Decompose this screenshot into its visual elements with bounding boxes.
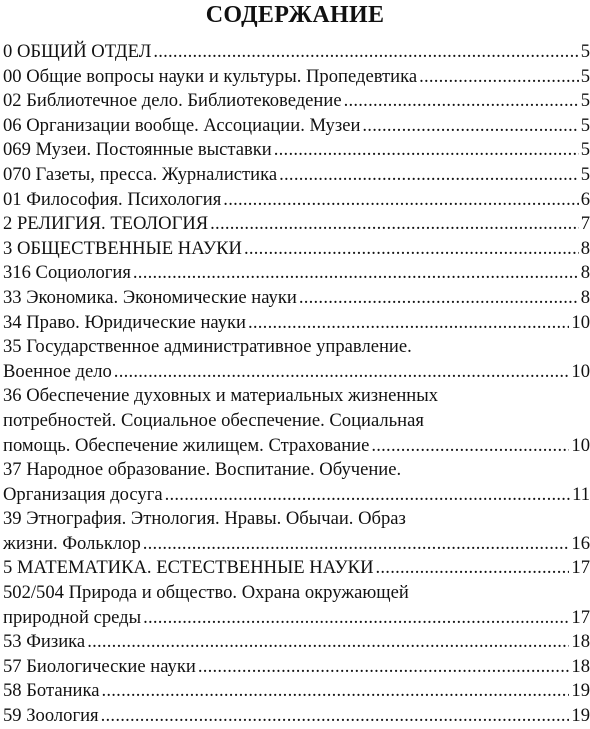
toc-entry xyxy=(3,286,590,311)
toc-page-number: 18 xyxy=(571,631,590,653)
toc-page-number: 17 xyxy=(571,557,590,579)
toc-entry-last-line xyxy=(3,89,590,114)
toc-entry-title: 0 ОБЩИЙ ОТДЕЛ xyxy=(3,41,152,62)
toc-page-number: 5 xyxy=(580,139,590,161)
toc-entry-title: 316 Социология xyxy=(3,262,131,284)
toc-page-number: 5 xyxy=(580,41,590,62)
toc-entry-last-line xyxy=(3,188,590,213)
toc-entry-last-line xyxy=(3,606,590,631)
page-title: СОДЕРЖАНИЕ xyxy=(205,2,385,28)
toc-entry-last-line xyxy=(3,679,590,704)
toc-entry xyxy=(3,630,590,655)
toc-page-number: 5 xyxy=(580,163,590,185)
toc-entry-title: 01 Философия. Психология xyxy=(3,188,222,210)
toc-page-number: 8 xyxy=(580,262,590,284)
toc-entry-text-line: 36 Обеспечение духовных и материальных жизненных xyxy=(3,385,439,407)
toc-entry-last-line xyxy=(3,704,590,729)
toc-entry xyxy=(3,581,590,630)
toc-entry-title: 02 Библиотечное дело. Библиотековедение xyxy=(3,90,342,112)
toc-entry-title: природной среды xyxy=(3,606,142,628)
toc-entry-title: 57 Биологические науки xyxy=(3,655,196,677)
toc-entry xyxy=(3,65,590,90)
toc-page-number: 10 xyxy=(571,434,590,456)
toc-page-number: 8 xyxy=(580,286,590,308)
toc-entry-title: Военное дело xyxy=(3,360,112,382)
toc-entry-last-line xyxy=(3,212,590,237)
dot-leader xyxy=(114,360,570,385)
toc-entry xyxy=(3,679,590,704)
toc-page-number: 5 xyxy=(580,114,590,136)
table-of-contents xyxy=(3,40,590,729)
toc-entry-text-line: потребностей. Социальное обеспечение. Социальная xyxy=(3,409,424,431)
dot-leader xyxy=(344,89,579,114)
toc-entry-last-line xyxy=(3,311,590,336)
toc-entry xyxy=(3,556,590,581)
dot-leader xyxy=(248,311,569,336)
toc-entry-last-line xyxy=(3,114,590,139)
toc-entry xyxy=(3,261,590,286)
dot-leader xyxy=(279,163,579,188)
toc-page-number: 10 xyxy=(571,360,590,382)
toc-entry-title: жизни. Фольклор xyxy=(3,532,141,554)
dot-leader xyxy=(371,434,569,459)
dot-leader xyxy=(274,138,579,163)
toc-entry xyxy=(3,163,590,188)
dot-leader xyxy=(101,679,569,704)
dot-leader xyxy=(362,114,578,139)
dot-leader xyxy=(244,237,579,262)
toc-entry-last-line xyxy=(3,237,590,262)
dot-leader xyxy=(376,556,570,581)
toc-entry-title: 070 Газеты, пресса. Журналистика xyxy=(3,163,278,185)
toc-entry-title: 2 РЕЛИГИЯ. ТЕОЛОГИЯ xyxy=(3,213,209,235)
dot-leader xyxy=(419,65,579,90)
toc-page-number: 19 xyxy=(571,705,590,727)
toc-entry xyxy=(3,458,590,507)
toc-entry-last-line xyxy=(3,286,590,311)
toc-page-number: 7 xyxy=(580,213,590,235)
dot-leader xyxy=(143,606,569,631)
toc-entry-text-line: 39 Этнография. Этнология. Нравы. Обычаи. Образ xyxy=(3,508,406,530)
toc-entry-title: 5 МАТЕМАТИКА. ЕСТЕСТВЕННЫЕ НАУКИ xyxy=(3,557,374,579)
toc-entry-last-line xyxy=(3,556,590,581)
dot-leader xyxy=(133,261,579,286)
toc-entry xyxy=(3,89,590,114)
toc-page-number: 6 xyxy=(580,188,590,210)
dot-leader xyxy=(153,40,578,65)
toc-entry-last-line xyxy=(3,261,590,286)
dot-leader xyxy=(299,286,579,311)
dot-leader xyxy=(210,212,579,237)
toc-page-number: 5 xyxy=(580,65,590,87)
toc-entry-title: 33 Экономика. Экономические науки xyxy=(3,286,297,308)
toc-entry xyxy=(3,138,590,163)
toc-entry xyxy=(3,655,590,680)
toc-entry xyxy=(3,335,590,384)
toc-entry xyxy=(3,212,590,237)
toc-entry xyxy=(3,507,590,556)
toc-page-number: 5 xyxy=(580,90,590,112)
toc-entry-text-line: 35 Государственное административное управление. xyxy=(3,336,412,358)
toc-entry-title: 58 Ботаника xyxy=(3,680,100,702)
toc-entry-last-line xyxy=(3,630,590,655)
dot-leader xyxy=(87,630,569,655)
toc-page-number: 10 xyxy=(571,311,590,333)
toc-entry-text-line: 502/504 Природа и общество. Охрана окружающей xyxy=(3,582,409,604)
toc-page-number: 18 xyxy=(571,655,590,677)
toc-page-number: 17 xyxy=(571,606,590,628)
toc-entry-last-line xyxy=(3,163,590,188)
toc-entry-last-line xyxy=(3,138,590,163)
toc-entry-title: помощь. Обеспечение жилищем. Страхование xyxy=(3,434,370,456)
toc-entry xyxy=(3,40,590,65)
toc-entry-last-line xyxy=(3,360,590,385)
dot-leader xyxy=(101,704,570,729)
dot-leader xyxy=(143,532,570,557)
toc-page-number: 19 xyxy=(571,680,590,702)
toc-entry-title: 3 ОБЩЕСТВЕННЫЕ НАУКИ xyxy=(3,237,242,259)
toc-entry-title: 06 Организации вообще. Ассоциации. Музеи xyxy=(3,114,361,136)
toc-entry xyxy=(3,311,590,336)
toc-entry xyxy=(3,384,590,458)
toc-page-number: 16 xyxy=(571,532,590,554)
toc-entry-last-line xyxy=(3,532,590,557)
toc-entry xyxy=(3,114,590,139)
toc-entry-title: 34 Право. Юридические науки xyxy=(3,311,246,333)
dot-leader xyxy=(198,655,570,680)
toc-entry-last-line xyxy=(3,65,590,90)
dot-leader xyxy=(223,188,578,213)
toc-entry-title: 00 Общие вопросы науки и культуры. Пропедевтика xyxy=(3,65,418,87)
toc-entry-last-line xyxy=(3,40,590,65)
toc-page-number: 11 xyxy=(572,483,590,505)
toc-entry-title: 069 Музеи. Постоянные выставки xyxy=(3,139,272,161)
toc-entry xyxy=(3,237,590,262)
toc-entry-text-line: 37 Народное образование. Воспитание. Обучение. xyxy=(3,459,402,481)
toc-entry-title: 53 Физика xyxy=(3,631,86,653)
toc-entry xyxy=(3,704,590,729)
toc-entry-title: Организация досуга xyxy=(3,483,163,505)
toc-entry-last-line xyxy=(3,434,590,459)
toc-entry-last-line xyxy=(3,483,590,508)
toc-entry xyxy=(3,188,590,213)
dot-leader xyxy=(165,483,570,508)
toc-entry-title: 59 Зоология xyxy=(3,705,99,727)
toc-entry-last-line xyxy=(3,655,590,680)
toc-page-number: 8 xyxy=(580,237,590,259)
